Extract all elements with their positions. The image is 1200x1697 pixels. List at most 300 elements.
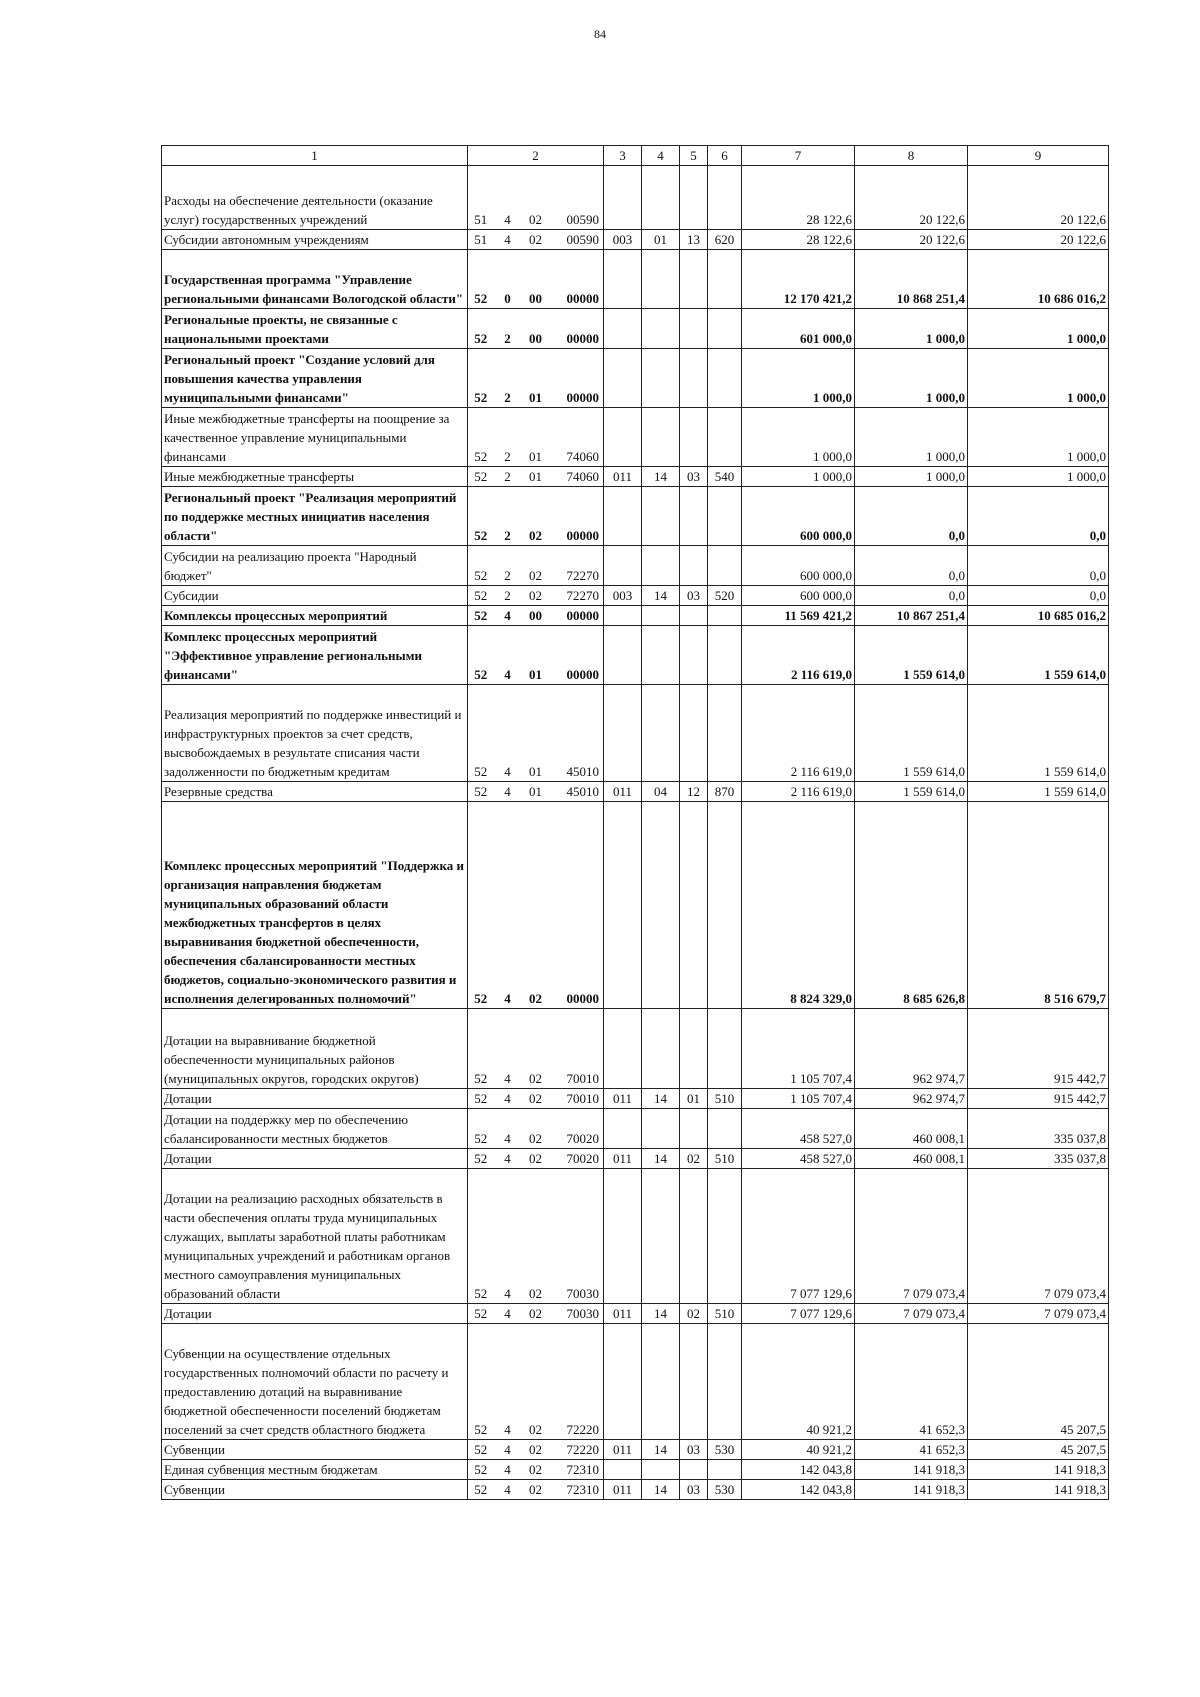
row-col5	[680, 802, 708, 1009]
row-program-code: 51	[468, 230, 494, 250]
row-program-code: 52	[468, 606, 494, 626]
table-row	[162, 1304, 1109, 1324]
table-row	[162, 782, 1109, 802]
row-program-code: 52	[468, 1089, 494, 1109]
budget-table	[161, 145, 1109, 1500]
row-name: Региональный проект "Создание условий для повышения качества управления муниципальными финансами"	[162, 349, 468, 408]
header-cell-3: 3	[604, 146, 642, 166]
row-subprogram-code: 4	[494, 166, 522, 230]
row-name: Субсидии	[162, 586, 468, 606]
row-col5	[680, 1169, 708, 1304]
row-subprogram-code: 2	[494, 408, 522, 467]
row-col3	[604, 487, 642, 546]
row-col3	[604, 309, 642, 349]
row-element-code: 00	[522, 309, 550, 349]
row-subprogram-code: 4	[494, 230, 522, 250]
row-col5	[680, 626, 708, 685]
row-col4	[642, 309, 680, 349]
row-col3	[604, 1324, 642, 1440]
row-col4	[642, 166, 680, 230]
row-element-code: 02	[522, 1009, 550, 1089]
row-col6	[708, 802, 742, 1009]
row-value-8: 0,0	[855, 586, 968, 606]
row-col5: 03	[680, 1480, 708, 1500]
row-value-7: 28 122,6	[742, 230, 855, 250]
row-subprogram-code: 4	[494, 1009, 522, 1089]
table-row	[162, 1324, 1109, 1440]
row-direction-code: 45010	[550, 685, 604, 782]
table-row	[162, 546, 1109, 586]
row-program-code: 51	[468, 166, 494, 230]
row-value-9: 0,0	[968, 546, 1109, 586]
row-col4	[642, 408, 680, 467]
row-col3	[604, 349, 642, 408]
row-direction-code: 00000	[550, 250, 604, 309]
row-value-9: 20 122,6	[968, 230, 1109, 250]
row-value-7: 1 000,0	[742, 349, 855, 408]
row-col4: 04	[642, 782, 680, 802]
header-cell-1: 1	[162, 146, 468, 166]
row-value-8: 20 122,6	[855, 166, 968, 230]
row-direction-code: 72270	[550, 586, 604, 606]
row-value-7: 1 105 707,4	[742, 1089, 855, 1109]
row-direction-code: 74060	[550, 408, 604, 467]
row-program-code: 52	[468, 349, 494, 408]
row-col3	[604, 1460, 642, 1480]
row-value-7: 1 000,0	[742, 408, 855, 467]
table-row	[162, 586, 1109, 606]
row-value-9: 10 686 016,2	[968, 250, 1109, 309]
row-value-8: 1 000,0	[855, 467, 968, 487]
row-value-9: 1 559 614,0	[968, 626, 1109, 685]
row-col4	[642, 1324, 680, 1440]
row-col3	[604, 546, 642, 586]
row-col5	[680, 408, 708, 467]
row-value-7: 458 527,0	[742, 1109, 855, 1149]
row-direction-code: 72220	[550, 1440, 604, 1460]
row-element-code: 02	[522, 1460, 550, 1480]
table-row	[162, 1089, 1109, 1109]
row-col6	[708, 1009, 742, 1089]
row-direction-code: 70030	[550, 1304, 604, 1324]
row-value-9: 141 918,3	[968, 1480, 1109, 1500]
row-col5	[680, 1460, 708, 1480]
row-col4	[642, 487, 680, 546]
row-element-code: 00	[522, 250, 550, 309]
row-value-8: 0,0	[855, 546, 968, 586]
row-col5	[680, 250, 708, 309]
row-value-7: 601 000,0	[742, 309, 855, 349]
row-col6	[708, 487, 742, 546]
row-element-code: 02	[522, 1324, 550, 1440]
row-value-7: 458 527,0	[742, 1149, 855, 1169]
row-value-8: 10 867 251,4	[855, 606, 968, 626]
row-subprogram-code: 4	[494, 1324, 522, 1440]
row-value-8: 10 868 251,4	[855, 250, 968, 309]
row-col3: 011	[604, 467, 642, 487]
row-subprogram-code: 4	[494, 1480, 522, 1500]
row-col6: 530	[708, 1480, 742, 1500]
row-col6	[708, 309, 742, 349]
row-subprogram-code: 4	[494, 1304, 522, 1324]
row-col4: 14	[642, 586, 680, 606]
row-value-7: 1 000,0	[742, 467, 855, 487]
row-element-code: 02	[522, 1109, 550, 1149]
table-row	[162, 1149, 1109, 1169]
row-col5: 12	[680, 782, 708, 802]
table-row	[162, 487, 1109, 546]
row-name: Субвенции	[162, 1480, 468, 1500]
row-name: Единая субвенция местным бюджетам	[162, 1460, 468, 1480]
row-subprogram-code: 4	[494, 1109, 522, 1149]
row-value-9: 1 559 614,0	[968, 685, 1109, 782]
row-element-code: 02	[522, 166, 550, 230]
row-value-7: 1 105 707,4	[742, 1009, 855, 1089]
row-col6	[708, 626, 742, 685]
table-row	[162, 606, 1109, 626]
row-value-7: 142 043,8	[742, 1480, 855, 1500]
row-value-8: 41 652,3	[855, 1324, 968, 1440]
row-direction-code: 00590	[550, 230, 604, 250]
row-value-8: 0,0	[855, 487, 968, 546]
row-value-9: 1 000,0	[968, 408, 1109, 467]
row-col6: 510	[708, 1089, 742, 1109]
row-subprogram-code: 2	[494, 349, 522, 408]
row-subprogram-code: 4	[494, 626, 522, 685]
row-col6: 530	[708, 1440, 742, 1460]
row-col4: 14	[642, 1089, 680, 1109]
table-row	[162, 230, 1109, 250]
row-value-8: 141 918,3	[855, 1460, 968, 1480]
row-direction-code: 00000	[550, 309, 604, 349]
row-program-code: 52	[468, 1480, 494, 1500]
table-row	[162, 467, 1109, 487]
row-direction-code: 45010	[550, 782, 604, 802]
row-direction-code: 70020	[550, 1149, 604, 1169]
row-value-8: 1 559 614,0	[855, 782, 968, 802]
row-value-7: 2 116 619,0	[742, 782, 855, 802]
row-subprogram-code: 2	[494, 309, 522, 349]
row-col3: 003	[604, 586, 642, 606]
row-col4	[642, 626, 680, 685]
row-direction-code: 70030	[550, 1169, 604, 1304]
row-value-9: 20 122,6	[968, 166, 1109, 230]
row-name: Комплексы процессных мероприятий	[162, 606, 468, 626]
row-program-code: 52	[468, 1169, 494, 1304]
row-col4: 14	[642, 1440, 680, 1460]
row-subprogram-code: 4	[494, 1149, 522, 1169]
row-direction-code: 00590	[550, 166, 604, 230]
table-row	[162, 1009, 1109, 1089]
row-value-8: 141 918,3	[855, 1480, 968, 1500]
row-program-code: 52	[468, 309, 494, 349]
header-cell-9: 9	[968, 146, 1109, 166]
row-direction-code: 00000	[550, 606, 604, 626]
row-program-code: 52	[468, 782, 494, 802]
row-value-8: 1 559 614,0	[855, 685, 968, 782]
row-name: Комплекс процессных мероприятий "Поддержка и организация направления бюджетам муниципальных образований области межбюджетных трансфертов в целях выравнивания бюджетной обеспеченности, обеспечения сбалансированности местных бюджетов, социально-экономического развития и исполнения делегированных полномочий"	[162, 802, 468, 1009]
row-name: Дотации	[162, 1089, 468, 1109]
table-row	[162, 309, 1109, 349]
row-subprogram-code: 4	[494, 606, 522, 626]
row-col6	[708, 1324, 742, 1440]
row-element-code: 01	[522, 626, 550, 685]
table-row	[162, 408, 1109, 467]
row-col3: 011	[604, 782, 642, 802]
row-element-code: 02	[522, 1304, 550, 1324]
row-direction-code: 70020	[550, 1109, 604, 1149]
row-value-9: 335 037,8	[968, 1149, 1109, 1169]
row-col5: 03	[680, 467, 708, 487]
row-col4	[642, 1009, 680, 1089]
row-program-code: 52	[468, 1304, 494, 1324]
row-program-code: 52	[468, 1324, 494, 1440]
row-value-8: 7 079 073,4	[855, 1304, 968, 1324]
row-value-9: 1 000,0	[968, 309, 1109, 349]
row-direction-code: 00000	[550, 349, 604, 408]
row-name: Субсидии автономным учреждениям	[162, 230, 468, 250]
row-col3	[604, 250, 642, 309]
row-direction-code: 00000	[550, 626, 604, 685]
header-cell-6: 6	[708, 146, 742, 166]
row-name: Субсидии на реализацию проекта "Народный бюджет"	[162, 546, 468, 586]
row-element-code: 02	[522, 1149, 550, 1169]
row-col5: 13	[680, 230, 708, 250]
row-col6	[708, 1460, 742, 1480]
row-element-code: 02	[522, 802, 550, 1009]
row-name: Государственная программа "Управление региональными финансами Вологодской области"	[162, 250, 468, 309]
row-direction-code: 72310	[550, 1480, 604, 1500]
row-value-7: 2 116 619,0	[742, 626, 855, 685]
row-element-code: 01	[522, 349, 550, 408]
row-program-code: 52	[468, 685, 494, 782]
row-value-9: 0,0	[968, 586, 1109, 606]
row-element-code: 01	[522, 782, 550, 802]
row-value-8: 460 008,1	[855, 1109, 968, 1149]
row-subprogram-code: 2	[494, 467, 522, 487]
row-value-9: 141 918,3	[968, 1460, 1109, 1480]
row-name: Дотации на реализацию расходных обязательств в части обеспечения оплаты труда муниципальных служащих, выплаты заработной платы работникам муниципальных учреждений и работникам органов местного самоуправления муниципальных образований области	[162, 1169, 468, 1304]
row-value-8: 962 974,7	[855, 1009, 968, 1089]
row-name: Региональный проект "Реализация мероприятий по поддержке местных инициатив населения области"	[162, 487, 468, 546]
row-col5	[680, 487, 708, 546]
row-program-code: 52	[468, 1440, 494, 1460]
table-row	[162, 1109, 1109, 1149]
row-value-8: 962 974,7	[855, 1089, 968, 1109]
row-value-8: 20 122,6	[855, 230, 968, 250]
row-col6: 510	[708, 1149, 742, 1169]
row-value-8: 41 652,3	[855, 1440, 968, 1460]
row-element-code: 01	[522, 408, 550, 467]
row-value-7: 40 921,2	[742, 1324, 855, 1440]
row-value-7: 11 569 421,2	[742, 606, 855, 626]
row-col3	[604, 802, 642, 1009]
row-col3: 011	[604, 1089, 642, 1109]
row-value-8: 1 559 614,0	[855, 626, 968, 685]
row-value-7: 600 000,0	[742, 487, 855, 546]
row-value-7: 28 122,6	[742, 166, 855, 230]
row-col4: 14	[642, 1480, 680, 1500]
row-value-9: 10 685 016,2	[968, 606, 1109, 626]
row-name: Иные межбюджетные трансферты	[162, 467, 468, 487]
row-value-9: 1 559 614,0	[968, 782, 1109, 802]
row-subprogram-code: 0	[494, 250, 522, 309]
row-value-8: 1 000,0	[855, 349, 968, 408]
row-col6: 510	[708, 1304, 742, 1324]
row-col4	[642, 546, 680, 586]
row-value-7: 7 077 129,6	[742, 1169, 855, 1304]
row-value-9: 45 207,5	[968, 1440, 1109, 1460]
row-element-code: 02	[522, 546, 550, 586]
row-element-code: 02	[522, 1480, 550, 1500]
row-col6: 870	[708, 782, 742, 802]
row-col5	[680, 349, 708, 408]
row-col4	[642, 1109, 680, 1149]
row-col6	[708, 1169, 742, 1304]
row-col4: 14	[642, 1304, 680, 1324]
row-value-7: 8 824 329,0	[742, 802, 855, 1009]
row-name: Субвенции на осуществление отдельных государственных полномочий области по расчету и предоставлению дотаций на выравнивание бюджетной обеспеченности поселений бюджетам поселений за счет средств областного бюджета	[162, 1324, 468, 1440]
row-value-9: 7 079 073,4	[968, 1169, 1109, 1304]
row-direction-code: 72310	[550, 1460, 604, 1480]
row-program-code: 52	[468, 546, 494, 586]
row-element-code: 00	[522, 606, 550, 626]
row-program-code: 52	[468, 586, 494, 606]
table-row	[162, 166, 1109, 230]
row-name: Дотации	[162, 1304, 468, 1324]
row-value-8: 1 000,0	[855, 408, 968, 467]
row-col6	[708, 250, 742, 309]
table-body	[162, 166, 1109, 1500]
row-col6	[708, 685, 742, 782]
row-program-code: 52	[468, 487, 494, 546]
table-row	[162, 1460, 1109, 1480]
row-program-code: 52	[468, 408, 494, 467]
row-col5	[680, 166, 708, 230]
row-name: Региональные проекты, не связанные с национальными проектами	[162, 309, 468, 349]
row-name: Иные межбюджетные трансферты на поощрение за качественное управление муниципальными финансами	[162, 408, 468, 467]
row-element-code: 02	[522, 586, 550, 606]
row-col4	[642, 349, 680, 408]
row-col3	[604, 408, 642, 467]
row-col3: 003	[604, 230, 642, 250]
row-value-8: 8 685 626,8	[855, 802, 968, 1009]
row-col4	[642, 606, 680, 626]
row-subprogram-code: 4	[494, 1440, 522, 1460]
row-col6: 520	[708, 586, 742, 606]
row-col4	[642, 1460, 680, 1480]
row-name: Дотации	[162, 1149, 468, 1169]
header-row	[162, 146, 1109, 166]
row-col5: 01	[680, 1089, 708, 1109]
row-col6	[708, 408, 742, 467]
row-col4	[642, 250, 680, 309]
table-row	[162, 1169, 1109, 1304]
row-value-7: 2 116 619,0	[742, 685, 855, 782]
row-program-code: 52	[468, 802, 494, 1009]
row-name: Дотации на поддержку мер по обеспечению сбалансированности местных бюджетов	[162, 1109, 468, 1149]
row-col5	[680, 1009, 708, 1089]
row-value-9: 7 079 073,4	[968, 1304, 1109, 1324]
row-element-code: 01	[522, 685, 550, 782]
row-col5	[680, 606, 708, 626]
row-col5	[680, 1324, 708, 1440]
row-value-7: 12 170 421,2	[742, 250, 855, 309]
row-value-8: 7 079 073,4	[855, 1169, 968, 1304]
row-value-9: 8 516 679,7	[968, 802, 1109, 1009]
page-number: 84	[594, 27, 606, 41]
row-name: Комплекс процессных мероприятий "Эффективное управление региональными финансами"	[162, 626, 468, 685]
row-program-code: 52	[468, 467, 494, 487]
row-direction-code: 72220	[550, 1324, 604, 1440]
row-element-code: 02	[522, 1089, 550, 1109]
row-element-code: 01	[522, 467, 550, 487]
row-col4	[642, 685, 680, 782]
row-program-code: 52	[468, 250, 494, 309]
table-row	[162, 802, 1109, 1009]
row-value-9: 915 442,7	[968, 1089, 1109, 1109]
row-value-8: 1 000,0	[855, 309, 968, 349]
row-element-code: 02	[522, 487, 550, 546]
row-value-7: 142 043,8	[742, 1460, 855, 1480]
row-name: Реализация мероприятий по поддержке инвестиций и инфраструктурных проектов за счет средств, высвобождаемых в результате списания части задолженности по бюджетным кредитам	[162, 685, 468, 782]
row-subprogram-code: 4	[494, 1089, 522, 1109]
row-direction-code: 70010	[550, 1009, 604, 1089]
row-direction-code: 72270	[550, 546, 604, 586]
row-value-9: 1 000,0	[968, 467, 1109, 487]
row-program-code: 52	[468, 1009, 494, 1089]
row-col4: 14	[642, 1149, 680, 1169]
table-row	[162, 250, 1109, 309]
row-value-9: 335 037,8	[968, 1109, 1109, 1149]
table-row	[162, 685, 1109, 782]
row-program-code: 52	[468, 1109, 494, 1149]
row-value-9: 915 442,7	[968, 1009, 1109, 1089]
row-value-7: 7 077 129,6	[742, 1304, 855, 1324]
row-value-9: 0,0	[968, 487, 1109, 546]
table-row	[162, 349, 1109, 408]
row-col4	[642, 1169, 680, 1304]
row-col6	[708, 349, 742, 408]
row-col4	[642, 802, 680, 1009]
row-col4: 14	[642, 467, 680, 487]
row-col3	[604, 606, 642, 626]
row-element-code: 02	[522, 1169, 550, 1304]
row-col5	[680, 1109, 708, 1149]
row-element-code: 02	[522, 230, 550, 250]
row-col6	[708, 606, 742, 626]
row-subprogram-code: 4	[494, 685, 522, 782]
row-value-8: 460 008,1	[855, 1149, 968, 1169]
row-col3	[604, 685, 642, 782]
header-cell-8: 8	[855, 146, 968, 166]
row-col3	[604, 1109, 642, 1149]
row-col5	[680, 685, 708, 782]
row-col5: 03	[680, 586, 708, 606]
header-cell-7: 7	[742, 146, 855, 166]
row-direction-code: 70010	[550, 1089, 604, 1109]
row-subprogram-code: 4	[494, 782, 522, 802]
row-subprogram-code: 2	[494, 487, 522, 546]
row-name: Дотации на выравнивание бюджетной обеспеченности муниципальных районов (муниципальных округов, городских округов)	[162, 1009, 468, 1089]
row-col3: 011	[604, 1149, 642, 1169]
row-col3	[604, 626, 642, 685]
table-row	[162, 626, 1109, 685]
row-col6: 620	[708, 230, 742, 250]
row-direction-code: 74060	[550, 467, 604, 487]
row-col5: 02	[680, 1149, 708, 1169]
row-col3	[604, 1169, 642, 1304]
